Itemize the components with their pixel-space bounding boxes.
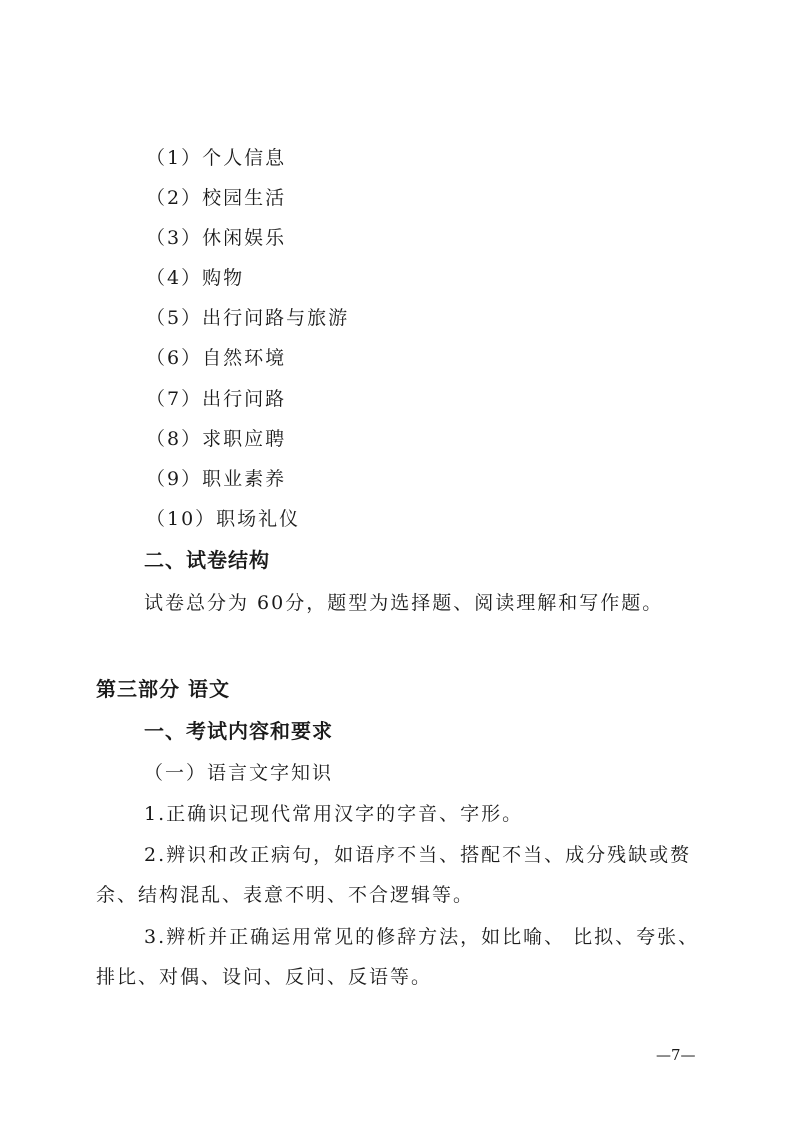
- requirement-item-3-line-2: 排比、对偶、设问、反问、反语等。: [96, 966, 433, 988]
- topic-item: （3）休闲娱乐: [146, 227, 287, 249]
- topic-item: （7）出行问路: [146, 388, 287, 410]
- requirement-item-2-line-2: 余、结构混乱、表意不明、不合逻辑等。: [96, 884, 475, 906]
- topic-item: （9）职业素养: [146, 468, 287, 490]
- topic-item: （1）个人信息: [146, 147, 287, 169]
- part-title: 第三部分 语文: [96, 677, 230, 701]
- exam-structure-text: 试卷总分为 60分，题型为选择题、阅读理解和写作题。: [144, 592, 664, 614]
- topic-item: （5）出行问路与旅游: [146, 307, 350, 329]
- topic-item: （2）校园生活: [146, 187, 287, 209]
- topic-item: （8）求职应聘: [146, 428, 287, 450]
- topic-item: （4）购物: [146, 267, 245, 289]
- topic-item: （10）职场礼仪: [146, 508, 301, 530]
- section-heading-exam-structure: 二、试卷结构: [144, 548, 270, 572]
- section-heading-content-requirements: 一、考试内容和要求: [144, 719, 333, 743]
- page-number: —7—: [656, 1046, 696, 1064]
- requirement-item-2-line-1: 2.辨识和改正病句，如语序不当、搭配不当、成分残缺或赘: [144, 844, 692, 866]
- requirement-item-3-line-1: 3.辨析并正确运用常见的修辞方法，如比喻、 比拟、夸张、: [144, 926, 700, 948]
- requirement-item-1: 1.正确识记现代常用汉字的字音、字形。: [144, 803, 524, 825]
- topic-item: （6）自然环境: [146, 347, 287, 369]
- subsection-heading: （一）语言文字知识: [144, 762, 334, 784]
